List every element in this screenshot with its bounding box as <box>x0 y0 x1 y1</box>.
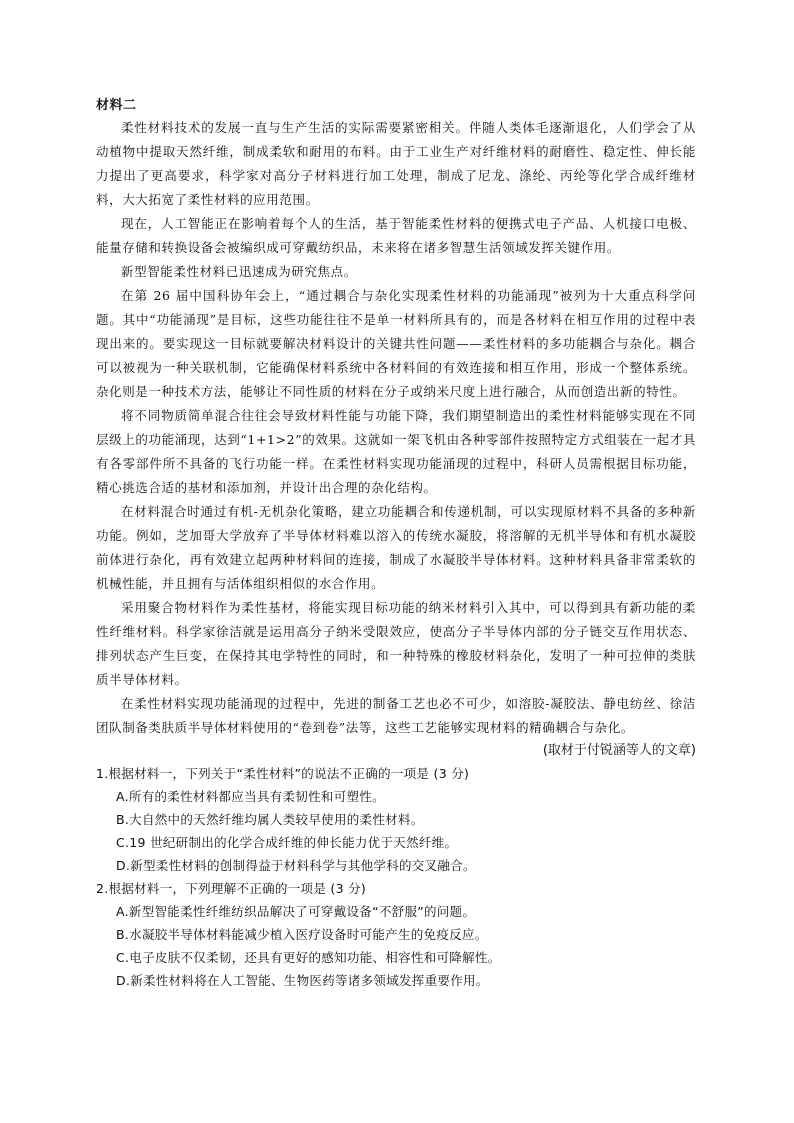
section-title: 材料二 <box>96 98 137 113</box>
paragraph: 新型智能柔性材料已迅速成为研究焦点。 <box>121 264 357 279</box>
paragraph: 采用聚合物材料作为柔性基材，将能实现目标功能的纳米材料引入其中，可以得到具有新功能的柔性纤维材料。科学家徐洁就是运用高分子纳米受限效应，使高分子半导体内部的分子链交互作用状态、排列状态产生巨变，在保持其电学特性的同时，和一种特殊的橡胶材料杂化，发明了一种可拉伸的类肤质半导体材料。 <box>96 600 696 687</box>
option-a: A.新型智能柔性纤维纺织品解决了可穿戴设备“不舒服”的问题。 <box>116 904 476 919</box>
option-d: D.新型柔性材料的创制得益于材料科学与其他学科的交叉融合。 <box>116 858 476 873</box>
option-c: C.19 世纪研制出的化学合成纤维的伸长能力优于天然纤维。 <box>116 835 458 850</box>
document-page <box>96 96 696 992</box>
question-list <box>96 762 696 992</box>
paragraph: 在材料混合时通过有机-无机杂化策略，建立功能耦合和传递机制，可以实现原材料不具备的多种新功能。例如，芝加哥大学放弃了半导体材料难以溶入的传统水凝胶，将溶解的无机半导体和有机水凝胶前体进行杂化，再有效建立起两种材料间的连接，制成了水凝胶半导体材料。这种材料具备非常柔软的机械性能，并且拥有与活体组织相似的水合作用。 <box>96 504 696 591</box>
paragraph: 在第 26 届中国科协年会上，“通过耦合与杂化实现柔性材料的功能涌现”被列为十大重点科学问题。其中“功能涌现”是目标，这些功能往往不是单一材料所具有的，而是各材料在相互作用的过程中表现出来的。要实现这一目标就要解决材料设计的关键共性问题——柔性材料的多功能耦合与杂化。耦合可以被视为一种关联机制，它能确保材料系统中各材料间的有效连接和相互作用，形成一个整体系统。杂化则是一种技术方法，能够让不同性质的材料在分子或纳米尺度上进行融合，从而创造出新的特性。 <box>96 288 696 399</box>
source-attribution: (取材于付锐涵等人的文章) <box>542 743 696 758</box>
paragraph: 在柔性材料实现功能涌现的过程中，先进的制备工艺也必不可少，如溶胶-凝胶法、静电纺丝、徐洁团队制备类肤质半导体材料使用的“卷到卷”法等，这些工艺能够实现材料的精确耦合与杂化。 <box>96 696 696 735</box>
article-body <box>96 116 696 740</box>
question-stem: 2.根据材料一，下列理解不正确的一项是 (3 分) <box>96 881 367 896</box>
option-a: A.所有的柔性材料都应当具有柔韧性和可塑性。 <box>116 789 385 804</box>
option-list <box>116 785 696 877</box>
question-2 <box>96 877 696 992</box>
paragraph: 柔性材料技术的发展一直与生产生活的实际需要紧密相关。伴随人类体毛逐渐退化，人们学会了从动植物中提取天然纤维，制成柔软和耐用的布料。由于工业生产对纤维材料的耐磨性、稳定性、伸长能力提出了更高要求，科学家对高分子材料进行加工处理，制成了尼龙、涤纶、丙纶等化学合成纤维材料，大大拓宽了柔性材料的应用范围。 <box>96 120 696 207</box>
option-c: C.电子皮肤不仅柔韧，还具有更好的感知功能、相容性和可降解性。 <box>116 950 501 965</box>
option-b: B.水凝胶半导体材料能减少植入医疗设备时可能产生的免疫反应。 <box>116 927 488 942</box>
paragraph: 现在，人工智能正在影响着每个人的生活，基于智能柔性材料的便携式电子产品、人机接口电极、能量存储和转换设备会被编织成可穿戴纺织品，未来将在诸多智慧生活领域发挥关键作用。 <box>96 216 696 255</box>
option-d: D.新柔性材料将在人工智能、生物医药等诸多领域发挥重要作用。 <box>116 973 489 988</box>
paragraph: 将不同物质简单混合往往会导致材料性能与功能下降，我们期望制造出的柔性材料能够实现在不同层级上的功能涌现，达到“1+1>2”的效果。这就如一架飞机由各种零部件按照特定方式组装在一起才具有各零部件所不具备的飞行功能一样。在柔性材料实现功能涌现的过程中，科研人员需根据目标功能，精心挑选合适的基材和添加剂，并设计出合理的杂化结构。 <box>96 408 696 495</box>
question-stem: 1.根据材料一，下列关于“柔性材料”的说法不正确的一项是 (3 分) <box>96 766 470 781</box>
option-list <box>116 900 696 992</box>
option-b: B.大自然中的天然纤维均属人类较早使用的柔性材料。 <box>116 812 424 827</box>
question-1 <box>96 762 696 877</box>
